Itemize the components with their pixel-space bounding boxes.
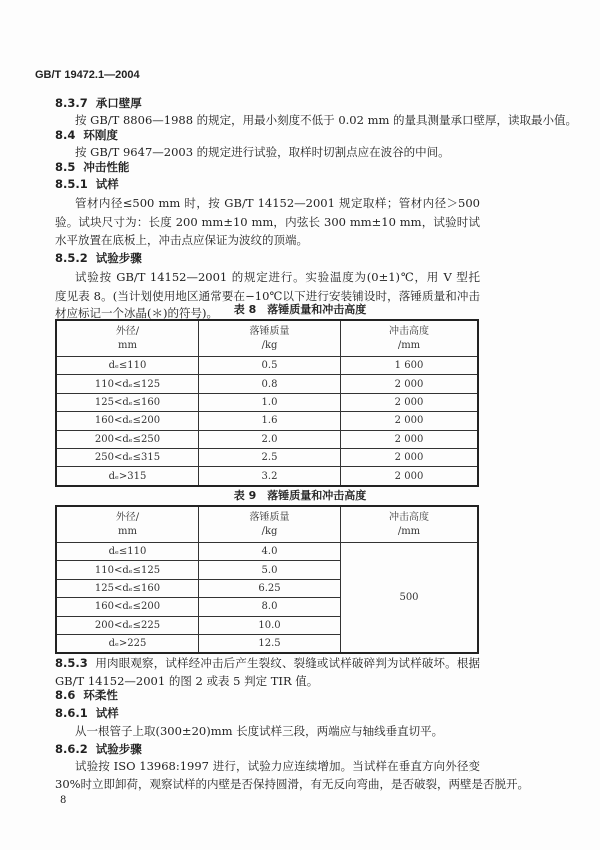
- column-header: 冲击高度 /mm: [341, 506, 479, 543]
- table-row: [56, 357, 478, 375]
- section-heading: [55, 177, 119, 191]
- standard-number: GB/T 19472.1—2004: [35, 69, 140, 81]
- table-9: [55, 505, 479, 654]
- table-cell: 110<dₑ≤125: [56, 375, 199, 393]
- table-cell: 200<dₑ≤250: [56, 430, 199, 448]
- table-8: [55, 319, 479, 487]
- section-title: 承口壁厚: [95, 96, 142, 110]
- table-cell: 2 000: [341, 412, 479, 430]
- column-header: 落锤质量 /kg: [199, 320, 341, 357]
- column-header: 外径/ mm: [56, 320, 199, 357]
- table-cell: 12.5: [199, 634, 341, 653]
- table-cell: 2 000: [341, 393, 479, 411]
- table-cell: 2.5: [199, 448, 341, 466]
- table-row: [56, 412, 478, 430]
- section-title: 试验步骤: [95, 742, 142, 756]
- table-row: [56, 543, 478, 561]
- column-header: 冲击高度 /mm: [341, 320, 479, 357]
- table-row: [56, 393, 478, 411]
- table-cell: dₑ>315: [56, 467, 199, 486]
- table-cell: 6.25: [199, 579, 341, 597]
- table-row: [56, 467, 478, 486]
- section-heading: [55, 160, 129, 174]
- table-row: [56, 430, 478, 448]
- table-cell: 4.0: [199, 543, 341, 561]
- table-header-row: [56, 320, 478, 357]
- section-heading: [55, 688, 118, 702]
- section-number: 8.5.2: [55, 251, 88, 265]
- table-cell: 2 000: [341, 375, 479, 393]
- table-row: [56, 448, 478, 466]
- paragraph-line: 从一根管子上取(300±20)mm 长度试样三段，两端应与轴线垂直切平。: [75, 724, 444, 738]
- section-number: 8.6.1: [55, 706, 88, 720]
- impact-height-cell: 500: [341, 543, 479, 654]
- table-cell: 0.8: [199, 375, 341, 393]
- section-heading: [55, 128, 118, 142]
- table-cell: 3.2: [199, 467, 341, 486]
- section-number: 8.6: [55, 688, 76, 702]
- table-9-caption: 表 9 落锤质量和冲击高度: [233, 489, 367, 502]
- paragraph-line: 按 GB/T 8806—1988 的规定，用最小刻度不低于 0.02 mm 的量具测量承口壁厚，读取最小值。: [75, 113, 578, 127]
- table-cell: 1.6: [199, 412, 341, 430]
- paragraph-line: 管材内径≤500 mm 时，按 GB/T 14152—2001 规定取样；管材内径＞500: [75, 196, 480, 210]
- section-number: 8.5.3: [55, 656, 88, 670]
- table-cell: 10.0: [199, 616, 341, 634]
- section-title: 试样: [95, 706, 119, 720]
- section-number: 8.4: [55, 128, 76, 142]
- section-number: 8.6.2: [55, 742, 88, 756]
- table-cell: 2 000: [341, 448, 479, 466]
- paragraph-line: 验。试块尺寸为：长度 200 mm±10 mm，内弦长 300 mm±10 mm，试验时试: [55, 215, 480, 229]
- table-cell: dₑ≤110: [56, 357, 199, 375]
- table-cell: 0.5: [199, 357, 341, 375]
- table-cell: 2 000: [341, 430, 479, 448]
- paragraph-line: 水平放置在底板上，冲击点应保证为波纹的顶端。: [55, 233, 308, 247]
- section-number: 8.5.1: [55, 177, 88, 191]
- table-cell: 2.0: [199, 430, 341, 448]
- section-number: 8.3.7: [55, 96, 88, 110]
- page-number: 8: [60, 795, 67, 806]
- table-cell: 125<dₑ≤160: [56, 393, 199, 411]
- column-header: 落锤质量 /kg: [199, 506, 341, 543]
- table-cell: 250<dₑ≤315: [56, 448, 199, 466]
- table-row: [56, 375, 478, 393]
- table-cell: 1.0: [199, 393, 341, 411]
- section-number: 8.5: [55, 160, 76, 174]
- section-heading: [55, 742, 142, 756]
- section-title: 环刚度: [83, 128, 118, 142]
- table-cell: 1 600: [341, 357, 479, 375]
- section-heading: [55, 96, 142, 110]
- section-title: 试验步骤: [95, 251, 142, 265]
- table-cell: 5.0: [199, 561, 341, 579]
- table-cell: 125<dₑ≤160: [56, 579, 199, 597]
- table-cell: 200<dₑ≤225: [56, 616, 199, 634]
- paragraph-line: GB/T 14152—2001 的图 2 或表 5 判定 TIR 值。: [55, 674, 319, 688]
- paragraph-line: 按 GB/T 9647—2003 的规定进行试验，取样时切割点应在波谷的中间。: [75, 145, 450, 159]
- table-cell: 110<dₑ≤125: [56, 561, 199, 579]
- table-header-row: [56, 506, 478, 543]
- column-header: 外径/ mm: [56, 506, 199, 543]
- table-cell: dₑ>225: [56, 634, 199, 653]
- paragraph-line: 试验按 ISO 13968:1997 进行，试验力应连续增加。当试样在垂直方向外径变: [75, 759, 480, 773]
- paragraph-line: 材应标记一个冰晶(＊)的符号)。: [55, 306, 218, 320]
- table-cell: 2 000: [341, 467, 479, 486]
- paragraph-line: 8.5.3 用肉眼观察，试样经冲击后产生裂纹、裂缝或试样破碎判为试样破坏。根据: [55, 656, 480, 670]
- paragraph-line: 度见表 8。(当计划使用地区通常要在−10℃以下进行安装铺设时，落锤质量和冲击: [55, 289, 480, 303]
- table-cell: 160<dₑ≤200: [56, 598, 199, 616]
- section-title: 冲击性能: [83, 160, 130, 174]
- section-title: 试样: [95, 177, 119, 191]
- table-cell: 160<dₑ≤200: [56, 412, 199, 430]
- section-title: 环柔性: [83, 688, 118, 702]
- table-8-caption: 表 8 落锤质量和冲击高度: [233, 303, 367, 316]
- paragraph-line: 30%时立即卸荷，观察试样的内壁是否保持圆滑，有无反向弯曲，是否破裂，两壁是否脱开。: [55, 777, 530, 791]
- table-cell: 8.0: [199, 598, 341, 616]
- paragraph-line: 试验按 GB/T 14152—2001 的规定进行。实验温度为(0±1)℃，用 V 型托: [75, 270, 480, 284]
- table-cell: dₑ≤110: [56, 543, 199, 561]
- section-heading: [55, 706, 119, 720]
- section-heading: [55, 251, 142, 265]
